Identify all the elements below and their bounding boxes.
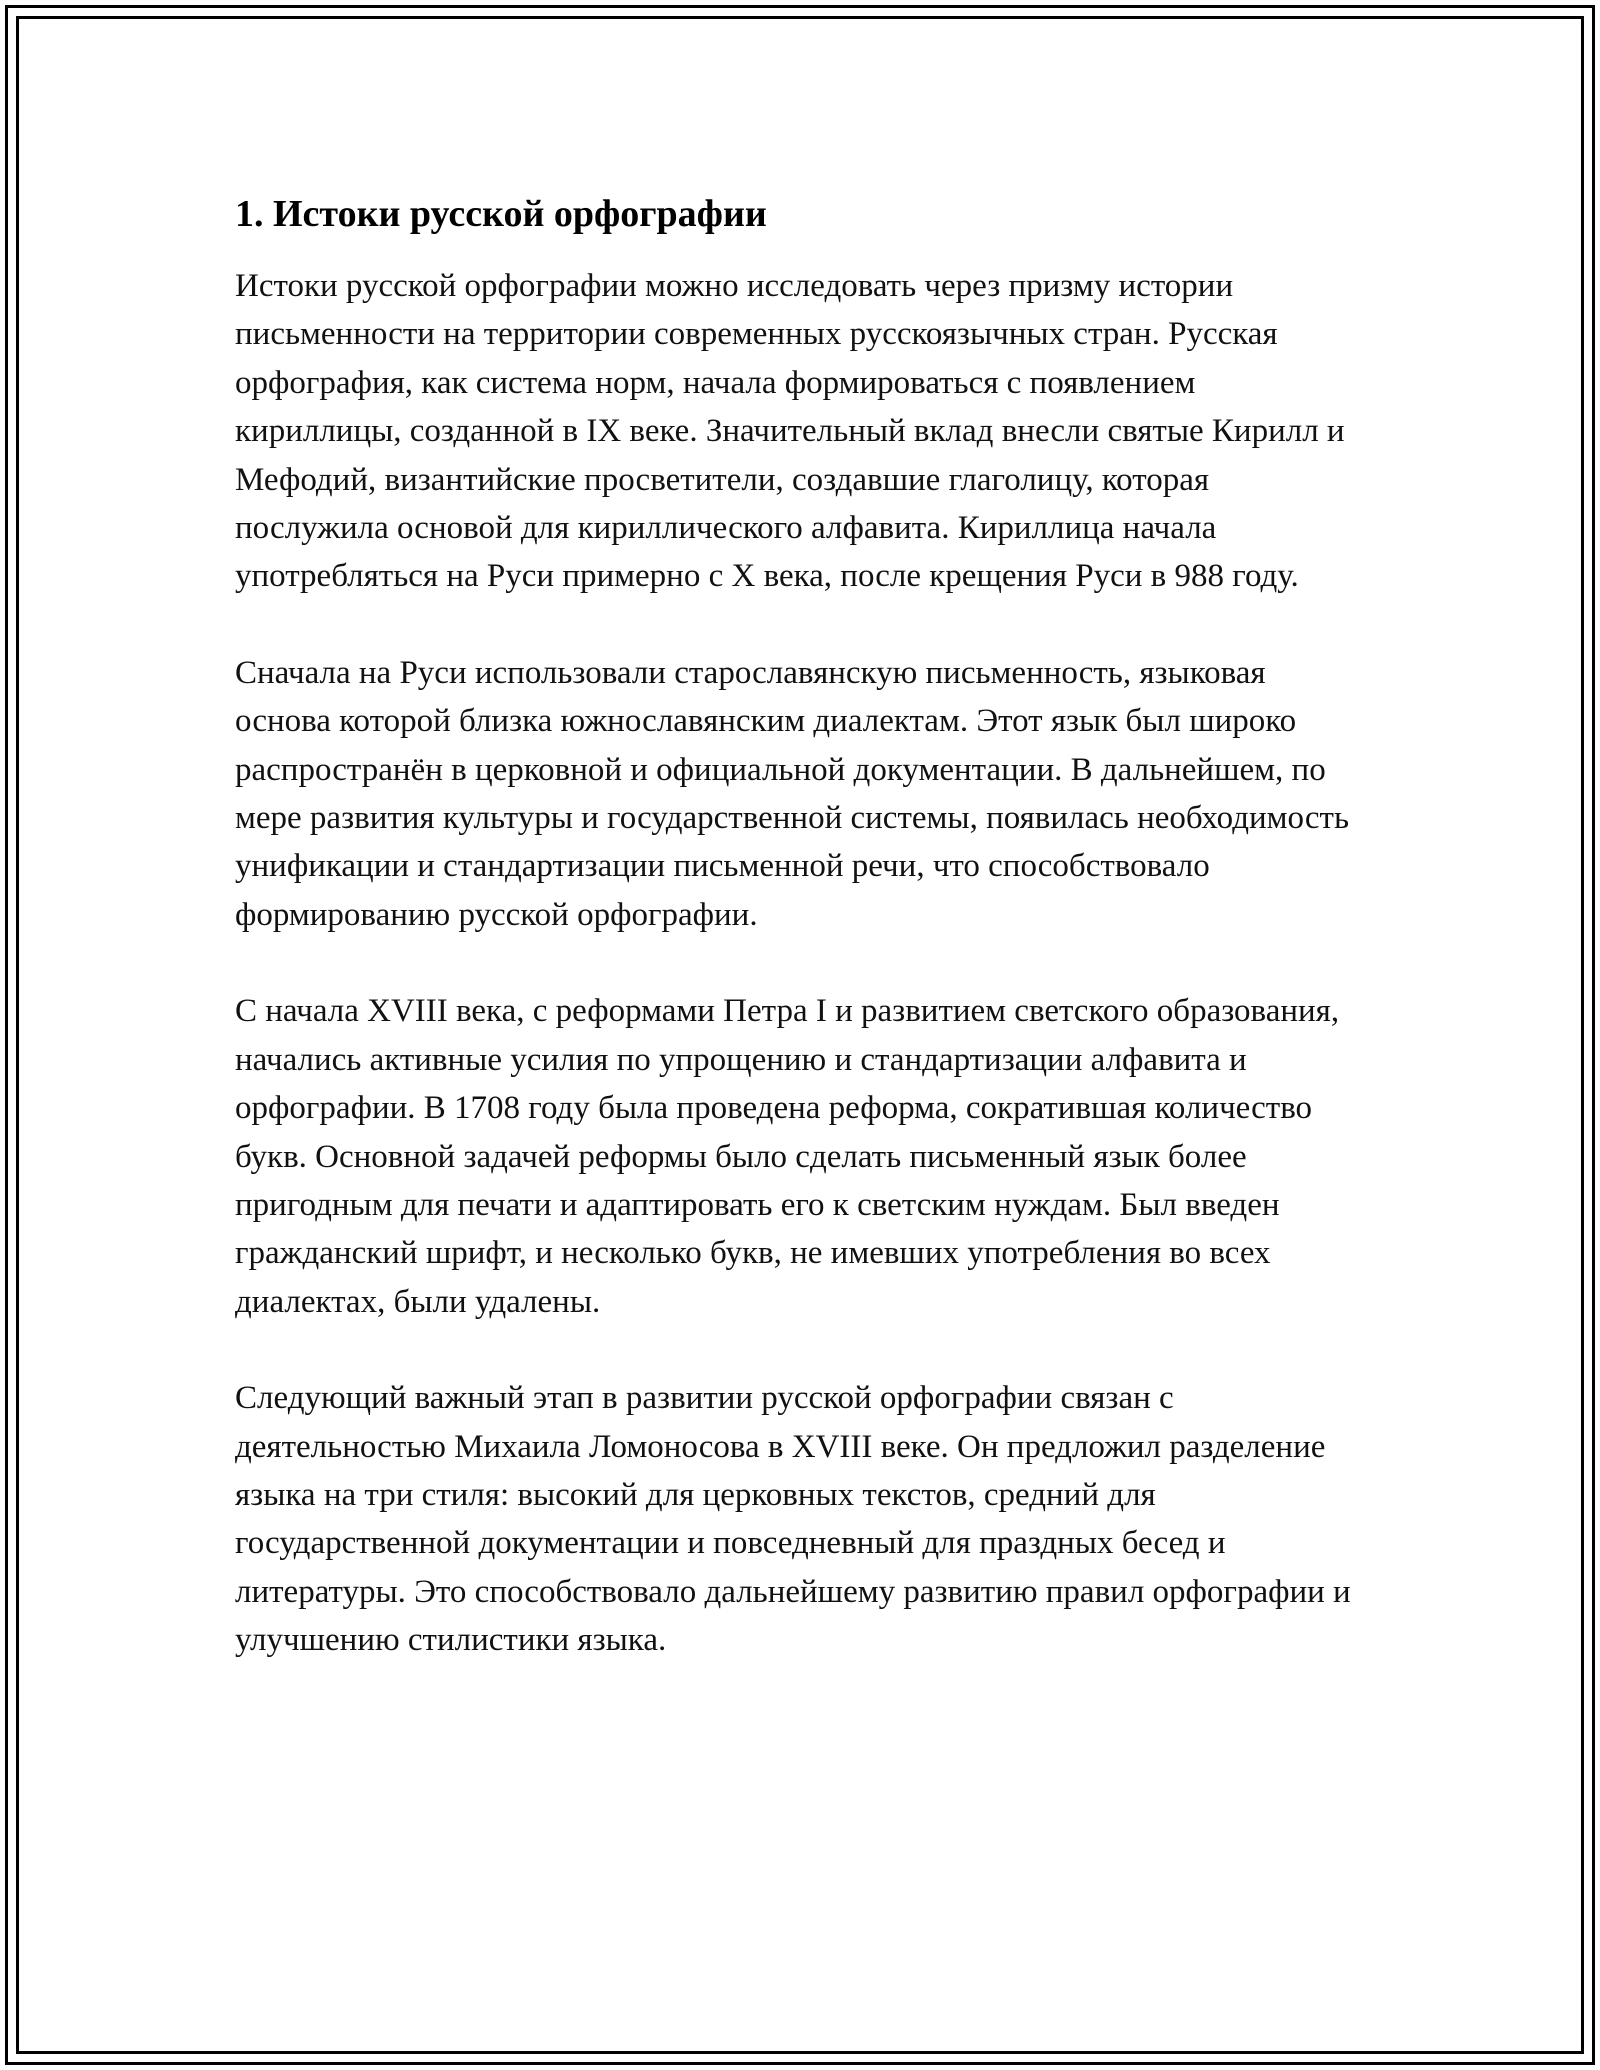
paragraph-origins: Истоки русской орфографии можно исследовать через призму истории письменности на территории современных русскоязычных стран. Русская орфография, как система норм, начала формироваться с появлением кириллицы, созданной в IX веке. Значительный вклад внесли святые Кирилл и Мефодий, византийские просветители, создавшие глаголицу, которая послужила основой для кириллического алфавита. Кириллица начала употребляться на Руси примерно с X века, после крещения Руси в 988 году. bbox=[235, 268, 1345, 595]
paragraph-old-slavonic: Сначала на Руси использовали старославянскую письменность, языковая основа которой близка южнославянским диалектам. Этот язык был широко распространён в церковной и официальной документации. В дальнейшем, по мере развития культуры и государственной системы, появилась необходимость унификации и стандартизации письменной речи, что способствовало формированию русской орфографии. bbox=[235, 654, 1349, 933]
paragraph-lomonosov: Следующий важный этап в развитии русской орфографии связан с деятельностью Михаила Ломоносова в XVIII веке. Он предложил разделение языка на три стиля: высокий для церковных текстов, средний для государственной документации и повседневный для праздных бесед и литературы. Это способствовало дальнейшему развитию правил орфографии и улучшению стилистики языка. bbox=[235, 1380, 1351, 1659]
document-body bbox=[235, 186, 1365, 1713]
paragraph-peter-reform: С начала XVIII века, с реформами Петра I и развитием светского образования, начались активные усилия по упрощению и стандартизации алфавита и орфографии. В 1708 году была проведена реформа, сократившая количество букв. Основной задачей реформы было сделать письменный язык более пригодным для печати и адаптировать его к светским нуждам. Был введен гражданский шрифт, и несколько букв, не имевших употребления во всех диалектах, были удалены. bbox=[235, 993, 1340, 1320]
section-heading: 1. Истоки русской орфографии bbox=[235, 193, 767, 235]
